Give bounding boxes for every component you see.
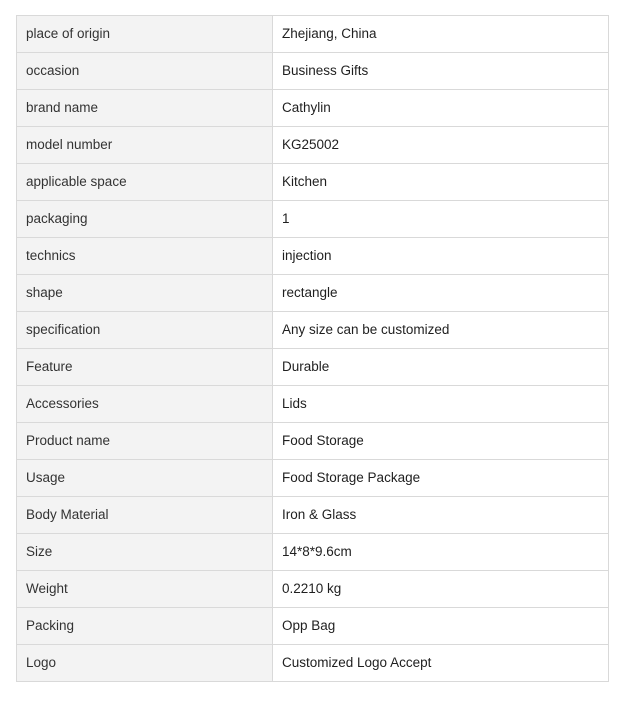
spec-label: brand name: [17, 90, 273, 127]
spec-value: Customized Logo Accept: [273, 645, 609, 682]
spec-label: Feature: [17, 349, 273, 386]
spec-label: Size: [17, 534, 273, 571]
spec-label: Weight: [17, 571, 273, 608]
spec-row-shape: [17, 275, 609, 312]
spec-row-model-number: [17, 127, 609, 164]
spec-value: Lids: [273, 386, 609, 423]
spec-row-brand-name: [17, 90, 609, 127]
spec-label: shape: [17, 275, 273, 312]
spec-row-usage: [17, 460, 609, 497]
spec-value: Cathylin: [273, 90, 609, 127]
spec-label: occasion: [17, 53, 273, 90]
spec-label: Packing: [17, 608, 273, 645]
spec-row-applicable-space: [17, 164, 609, 201]
spec-value: 14*8*9.6cm: [273, 534, 609, 571]
spec-value: KG25002: [273, 127, 609, 164]
spec-value: Iron & Glass: [273, 497, 609, 534]
spec-label: Usage: [17, 460, 273, 497]
spec-value: Food Storage: [273, 423, 609, 460]
spec-label: Product name: [17, 423, 273, 460]
spec-label: Accessories: [17, 386, 273, 423]
spec-row-weight: [17, 571, 609, 608]
spec-row-accessories: [17, 386, 609, 423]
spec-label: Body Material: [17, 497, 273, 534]
spec-label: specification: [17, 312, 273, 349]
product-spec-table: [16, 15, 609, 682]
spec-row-packaging: [17, 201, 609, 238]
spec-row-packing: [17, 608, 609, 645]
spec-row-feature: [17, 349, 609, 386]
spec-row-body-material: [17, 497, 609, 534]
spec-value: Kitchen: [273, 164, 609, 201]
spec-row-occasion: [17, 53, 609, 90]
spec-value: Durable: [273, 349, 609, 386]
spec-label: technics: [17, 238, 273, 275]
spec-label: place of origin: [17, 16, 273, 53]
spec-value: 0.2210 kg: [273, 571, 609, 608]
spec-label: model number: [17, 127, 273, 164]
spec-row-size: [17, 534, 609, 571]
spec-value: Opp Bag: [273, 608, 609, 645]
spec-label: packaging: [17, 201, 273, 238]
spec-row-place-of-origin: [17, 16, 609, 53]
spec-label: Logo: [17, 645, 273, 682]
spec-table-body: [17, 16, 609, 682]
spec-row-specification: [17, 312, 609, 349]
spec-value: Food Storage Package: [273, 460, 609, 497]
spec-label: applicable space: [17, 164, 273, 201]
spec-value: 1: [273, 201, 609, 238]
spec-row-logo: [17, 645, 609, 682]
spec-row-technics: [17, 238, 609, 275]
spec-value: Zhejiang, China: [273, 16, 609, 53]
spec-row-product-name: [17, 423, 609, 460]
spec-value: Any size can be customized: [273, 312, 609, 349]
spec-value: rectangle: [273, 275, 609, 312]
spec-value: Business Gifts: [273, 53, 609, 90]
spec-value: injection: [273, 238, 609, 275]
